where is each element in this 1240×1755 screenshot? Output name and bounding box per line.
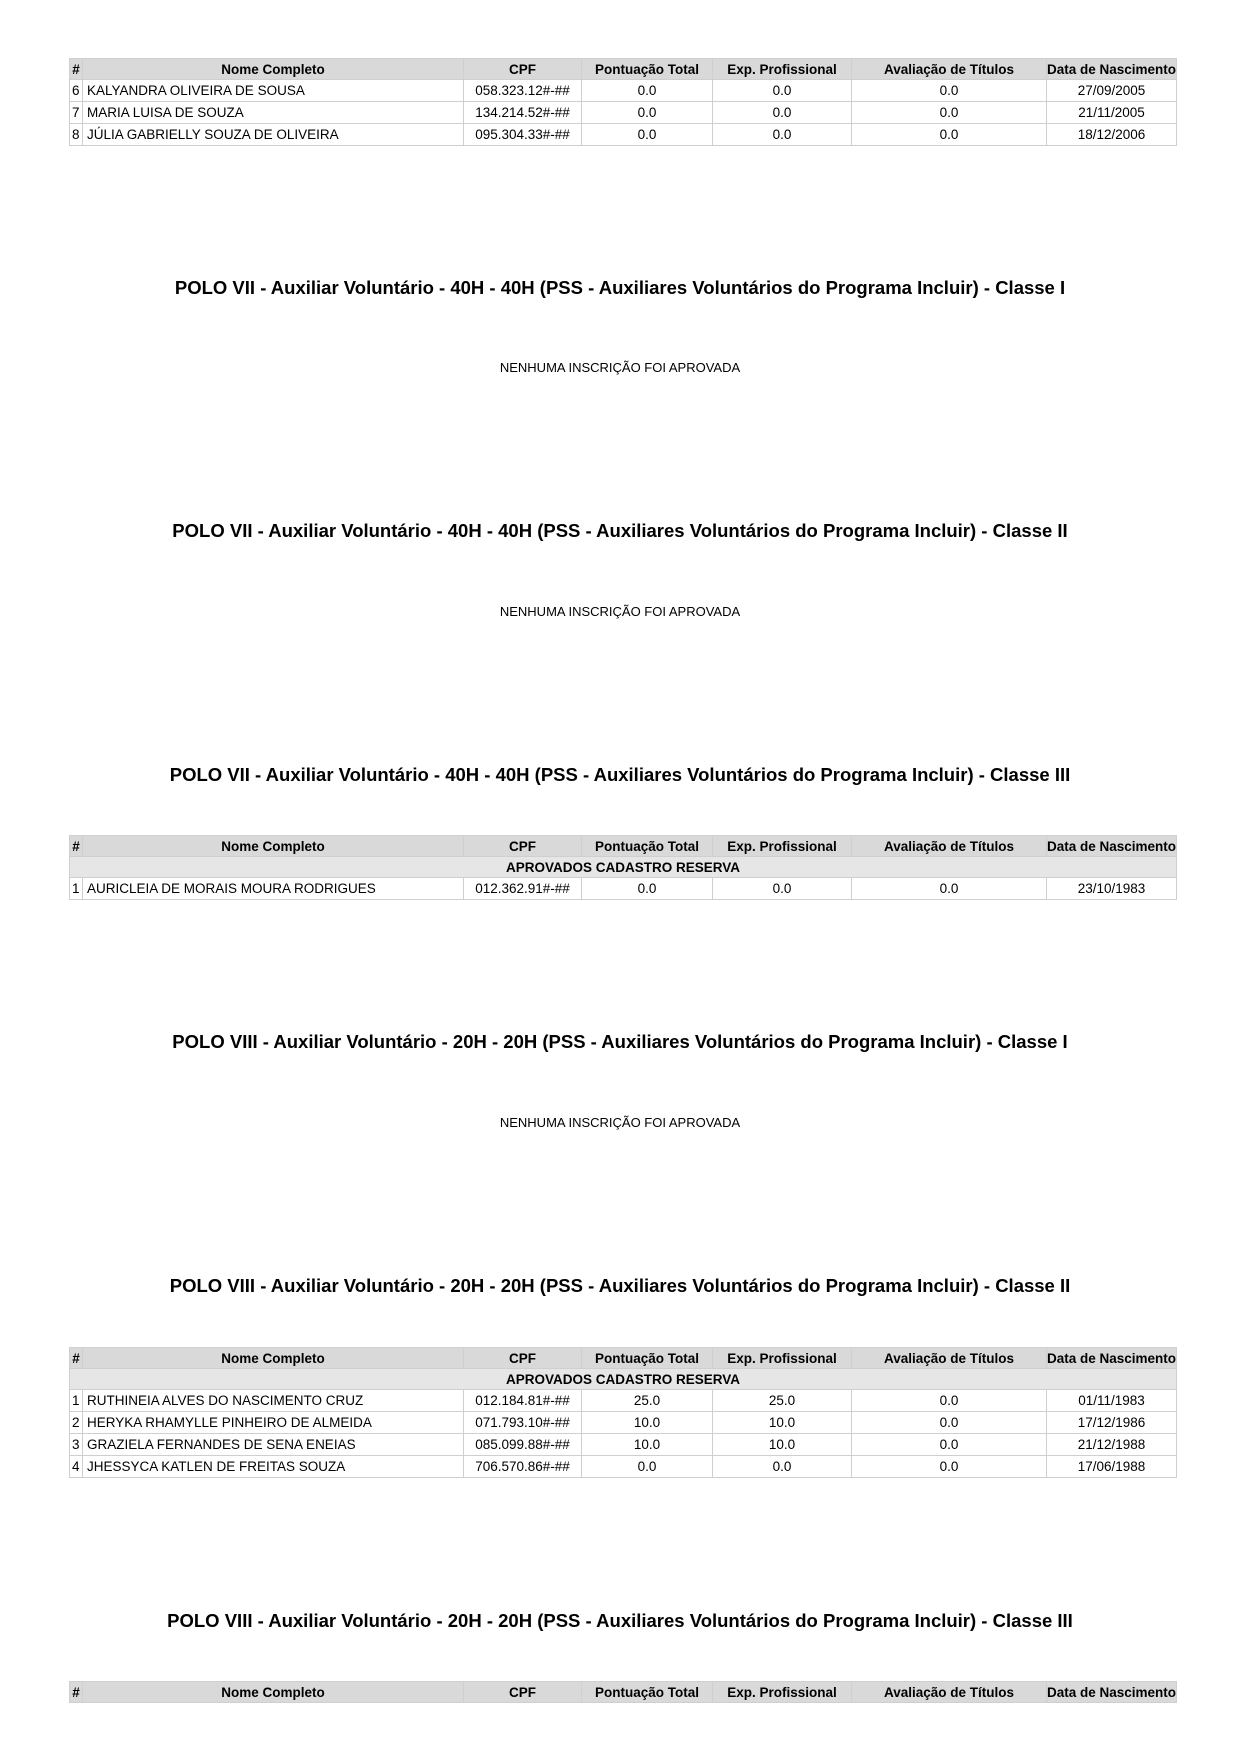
table-row: [70, 1390, 1177, 1412]
candidates-table: [69, 835, 1177, 900]
row-index: 1: [70, 878, 83, 900]
section-title-polo-vii-classe-iii: POLO VII - Auxiliar Voluntário - 40H - 40H (PSS - Auxiliares Voluntários do Programa Incluir) - Classe III: [169, 764, 1071, 785]
row-name: RUTHINEIA ALVES DO NASCIMENTO CRUZ: [83, 1390, 464, 1412]
row-total: 0.0: [582, 124, 713, 146]
col-header-total: Pontuação Total: [582, 59, 713, 80]
header-row: [70, 1348, 1177, 1369]
table-row: [70, 1412, 1177, 1434]
row-birthdate: 21/11/2005: [1047, 102, 1177, 124]
table-row: [70, 80, 1177, 102]
row-index: 1: [70, 1390, 83, 1412]
col-header-name: Nome Completo: [83, 836, 464, 857]
row-titles: 0.0: [852, 1412, 1047, 1434]
row-birthdate: 21/12/1988: [1047, 1434, 1177, 1456]
col-header-exp: Exp. Profissional: [713, 1682, 852, 1703]
row-titles: 0.0: [852, 1456, 1047, 1478]
no-approved-message: NENHUMA INSCRIÇÃO FOI APROVADA: [499, 604, 741, 619]
row-total: 10.0: [582, 1434, 713, 1456]
row-name: JÚLIA GABRIELLY SOUZA DE OLIVEIRA: [83, 124, 464, 146]
row-exp: 0.0: [713, 80, 852, 102]
row-index: 3: [70, 1434, 83, 1456]
section-title-polo-vii-classe-ii: POLO VII - Auxiliar Voluntário - 40H - 40H (PSS - Auxiliares Voluntários do Programa Incluir) - Classe II: [172, 520, 1068, 541]
row-exp: 0.0: [713, 102, 852, 124]
row-exp: 10.0: [713, 1412, 852, 1434]
col-header-titles: Avaliação de Títulos: [852, 1348, 1047, 1369]
row-titles: 0.0: [852, 1390, 1047, 1412]
row-birthdate: 01/11/1983: [1047, 1390, 1177, 1412]
row-titles: 0.0: [852, 102, 1047, 124]
col-header-index: #: [70, 1348, 83, 1369]
row-exp: 10.0: [713, 1434, 852, 1456]
col-header-name: Nome Completo: [83, 1682, 464, 1703]
group-band-label: APROVADOS CADASTRO RESERVA: [70, 857, 1177, 878]
candidates-table: [69, 1347, 1177, 1478]
row-total: 0.0: [582, 878, 713, 900]
row-total: 0.0: [582, 102, 713, 124]
row-index: 7: [70, 102, 83, 124]
row-total: 0.0: [582, 80, 713, 102]
col-header-total: Pontuação Total: [582, 1682, 713, 1703]
col-header-birthdate: Data de Nascimento: [1047, 1348, 1177, 1369]
row-total: 0.0: [582, 1456, 713, 1478]
no-approved-message: NENHUMA INSCRIÇÃO FOI APROVADA: [499, 1115, 741, 1130]
header-row: [70, 59, 1177, 80]
col-header-name: Nome Completo: [83, 59, 464, 80]
col-header-name: Nome Completo: [83, 1348, 464, 1369]
row-cpf: 071.793.10#-##: [464, 1412, 582, 1434]
col-header-titles: Avaliação de Títulos: [852, 836, 1047, 857]
col-header-total: Pontuação Total: [582, 836, 713, 857]
row-cpf: 012.362.91#-##: [464, 878, 582, 900]
row-total: 25.0: [582, 1390, 713, 1412]
group-band: [70, 1369, 1177, 1390]
header-row: [70, 836, 1177, 857]
row-titles: 0.0: [852, 1434, 1047, 1456]
table-row: [70, 878, 1177, 900]
row-name: AURICLEIA DE MORAIS MOURA RODRIGUES: [83, 878, 464, 900]
row-name: MARIA LUISA DE SOUZA: [83, 102, 464, 124]
col-header-exp: Exp. Profissional: [713, 836, 852, 857]
row-birthdate: 17/06/1988: [1047, 1456, 1177, 1478]
row-exp: 0.0: [713, 124, 852, 146]
row-birthdate: 23/10/1983: [1047, 878, 1177, 900]
table-row: [70, 1434, 1177, 1456]
results-table-polo-vii-classe-iii: [69, 835, 1176, 900]
no-approved-message: NENHUMA INSCRIÇÃO FOI APROVADA: [499, 360, 741, 375]
table-row: [70, 1456, 1177, 1478]
row-name: JHESSYCA KATLEN DE FREITAS SOUZA: [83, 1456, 464, 1478]
col-header-index: #: [70, 836, 83, 857]
row-birthdate: 17/12/1986: [1047, 1412, 1177, 1434]
col-header-total: Pontuação Total: [582, 1348, 713, 1369]
section-title-polo-viii-classe-iii: POLO VIII - Auxiliar Voluntário - 20H - 20H (PSS - Auxiliares Voluntários do Programa Incluir) - Classe III: [167, 1610, 1073, 1631]
row-cpf: 058.323.12#-##: [464, 80, 582, 102]
row-titles: 0.0: [852, 878, 1047, 900]
row-birthdate: 18/12/2006: [1047, 124, 1177, 146]
section-title-polo-vii-classe-i: POLO VII - Auxiliar Voluntário - 40H - 40H (PSS - Auxiliares Voluntários do Programa Incluir) - Classe I: [174, 277, 1066, 298]
section-title-polo-viii-classe-i: POLO VIII - Auxiliar Voluntário - 20H - 20H (PSS - Auxiliares Voluntários do Programa Incluir) - Classe I: [172, 1031, 1068, 1052]
row-cpf: 085.099.88#-##: [464, 1434, 582, 1456]
col-header-exp: Exp. Profissional: [713, 59, 852, 80]
row-index: 6: [70, 80, 83, 102]
results-table-continued: [69, 58, 1176, 146]
candidates-table: [69, 58, 1177, 146]
col-header-cpf: CPF: [464, 1348, 582, 1369]
col-header-exp: Exp. Profissional: [713, 1348, 852, 1369]
row-exp: 25.0: [713, 1390, 852, 1412]
row-titles: 0.0: [852, 80, 1047, 102]
row-cpf: 134.214.52#-##: [464, 102, 582, 124]
candidates-table: [69, 1681, 1177, 1703]
row-index: 4: [70, 1456, 83, 1478]
row-cpf: 095.304.33#-##: [464, 124, 582, 146]
row-index: 8: [70, 124, 83, 146]
results-table-polo-viii-classe-ii: [69, 1347, 1176, 1478]
section-title-polo-viii-classe-ii: POLO VIII - Auxiliar Voluntário - 20H - 20H (PSS - Auxiliares Voluntários do Programa Incluir) - Classe II: [169, 1275, 1071, 1296]
col-header-cpf: CPF: [464, 1682, 582, 1703]
row-index: 2: [70, 1412, 83, 1434]
row-cpf: 012.184.81#-##: [464, 1390, 582, 1412]
col-header-index: #: [70, 1682, 83, 1703]
results-table-polo-viii-classe-iii: [69, 1681, 1176, 1703]
row-name: HERYKA RHAMYLLE PINHEIRO DE ALMEIDA: [83, 1412, 464, 1434]
group-band: [70, 857, 1177, 878]
row-titles: 0.0: [852, 124, 1047, 146]
header-row: [70, 1682, 1177, 1703]
col-header-birthdate: Data de Nascimento: [1047, 836, 1177, 857]
row-name: GRAZIELA FERNANDES DE SENA ENEIAS: [83, 1434, 464, 1456]
col-header-titles: Avaliação de Títulos: [852, 59, 1047, 80]
row-cpf: 706.570.86#-##: [464, 1456, 582, 1478]
row-exp: 0.0: [713, 1456, 852, 1478]
row-name: KALYANDRA OLIVEIRA DE SOUSA: [83, 80, 464, 102]
table-row: [70, 102, 1177, 124]
row-total: 10.0: [582, 1412, 713, 1434]
col-header-index: #: [70, 59, 83, 80]
table-row: [70, 124, 1177, 146]
col-header-cpf: CPF: [464, 59, 582, 80]
group-band-label: APROVADOS CADASTRO RESERVA: [70, 1369, 1177, 1390]
col-header-cpf: CPF: [464, 836, 582, 857]
col-header-titles: Avaliação de Títulos: [852, 1682, 1047, 1703]
col-header-birthdate: Data de Nascimento: [1047, 59, 1177, 80]
row-exp: 0.0: [713, 878, 852, 900]
col-header-birthdate: Data de Nascimento: [1047, 1682, 1177, 1703]
row-birthdate: 27/09/2005: [1047, 80, 1177, 102]
